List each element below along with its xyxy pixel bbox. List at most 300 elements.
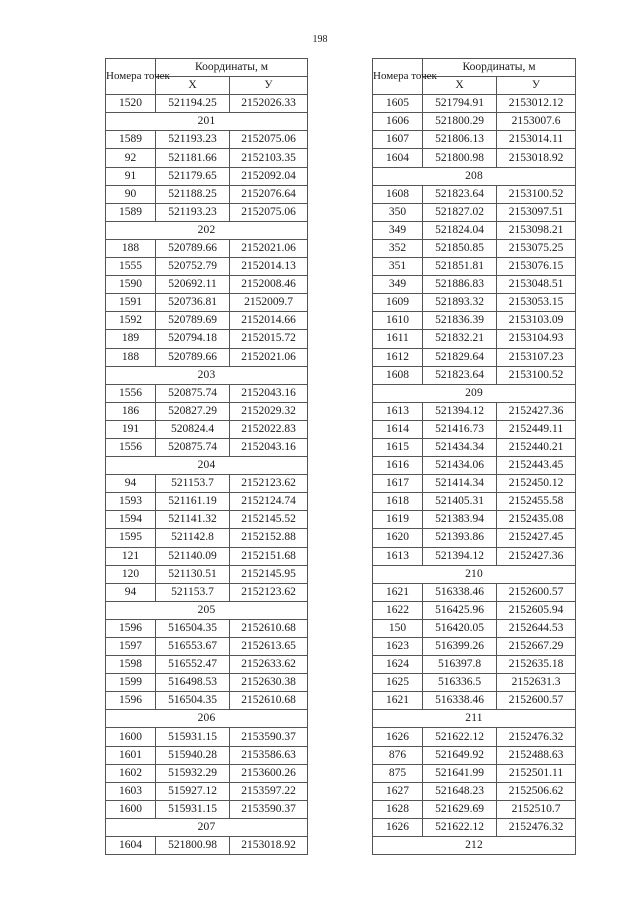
point-number: 1604 <box>106 837 156 855</box>
x-coordinate: 521153.7 <box>156 475 230 493</box>
point-number: 1601 <box>106 746 156 764</box>
y-coordinate: 2153053.15 <box>497 294 576 312</box>
x-coordinate: 521800.29 <box>423 113 497 131</box>
y-coordinate: 2152103.35 <box>230 149 308 167</box>
table-row <box>373 547 576 565</box>
y-coordinate: 2152449.11 <box>497 420 576 438</box>
header-y: У <box>230 77 308 95</box>
group-number: 212 <box>373 837 576 855</box>
y-coordinate: 2153586.63 <box>230 746 308 764</box>
table-row <box>106 511 308 529</box>
group-number: 211 <box>373 710 576 728</box>
x-coordinate: 521181.66 <box>156 149 230 167</box>
x-coordinate: 521806.13 <box>423 131 497 149</box>
table-row <box>373 619 576 637</box>
y-coordinate: 2153104.93 <box>497 330 576 348</box>
y-coordinate: 2152015.72 <box>230 330 308 348</box>
x-coordinate: 521622.12 <box>423 818 497 836</box>
x-coordinate: 521800.98 <box>156 837 230 855</box>
point-number: 1613 <box>373 547 423 565</box>
y-coordinate: 2153107.23 <box>497 348 576 366</box>
table-row <box>106 529 308 547</box>
y-coordinate: 2153600.26 <box>230 764 308 782</box>
table-row <box>106 438 308 456</box>
point-number: 188 <box>106 239 156 257</box>
y-coordinate: 2153100.52 <box>497 185 576 203</box>
x-coordinate: 521641.99 <box>423 764 497 782</box>
table-row <box>373 420 576 438</box>
y-coordinate: 2152631.3 <box>497 674 576 692</box>
point-number: 1593 <box>106 493 156 511</box>
y-coordinate: 2152440.21 <box>497 438 576 456</box>
y-coordinate: 2152008.46 <box>230 276 308 294</box>
table-row <box>106 348 308 366</box>
coordinates-table-right <box>372 58 576 855</box>
point-number: 1520 <box>106 95 156 113</box>
y-coordinate: 2152605.94 <box>497 601 576 619</box>
point-number: 191 <box>106 420 156 438</box>
y-coordinate: 2153007.6 <box>497 113 576 131</box>
table-row <box>106 782 308 800</box>
x-coordinate: 521829.64 <box>423 348 497 366</box>
point-number: 1598 <box>106 656 156 674</box>
table-row <box>106 692 308 710</box>
table-row <box>106 475 308 493</box>
group-number: 207 <box>106 818 308 836</box>
y-coordinate: 2152092.04 <box>230 167 308 185</box>
table-row <box>106 565 308 583</box>
point-number: 352 <box>373 239 423 257</box>
y-coordinate: 2152610.68 <box>230 619 308 637</box>
x-coordinate: 521161.19 <box>156 493 230 511</box>
group-row <box>106 601 308 619</box>
table-row <box>106 312 308 330</box>
y-coordinate: 2153097.51 <box>497 203 576 221</box>
table-row <box>106 728 308 746</box>
y-coordinate: 2152450.12 <box>497 475 576 493</box>
x-coordinate: 521851.81 <box>423 258 497 276</box>
table-row <box>106 294 308 312</box>
point-number: 1624 <box>373 656 423 674</box>
point-number: 1602 <box>106 764 156 782</box>
x-coordinate: 521140.09 <box>156 547 230 565</box>
table-row <box>373 149 576 167</box>
y-coordinate: 2153018.92 <box>230 837 308 855</box>
x-coordinate: 521648.23 <box>423 782 497 800</box>
point-number: 1590 <box>106 276 156 294</box>
group-row <box>373 837 576 855</box>
table-row <box>106 131 308 149</box>
table-row <box>106 656 308 674</box>
y-coordinate: 2152435.08 <box>497 511 576 529</box>
y-coordinate: 2152124.74 <box>230 493 308 511</box>
point-number: 1600 <box>106 800 156 818</box>
table-row <box>106 764 308 782</box>
x-coordinate: 521153.7 <box>156 583 230 601</box>
table-row <box>373 276 576 294</box>
table-row <box>106 420 308 438</box>
table-row <box>373 258 576 276</box>
x-coordinate: 520827.29 <box>156 402 230 420</box>
table-row <box>373 764 576 782</box>
coordinates-table-left <box>105 58 308 855</box>
point-number: 1608 <box>373 366 423 384</box>
y-coordinate: 2152145.95 <box>230 565 308 583</box>
y-coordinate: 2152021.06 <box>230 348 308 366</box>
x-coordinate: 520692.11 <box>156 276 230 294</box>
y-coordinate: 2153012.12 <box>497 95 576 113</box>
y-coordinate: 2153048.51 <box>497 276 576 294</box>
table-row <box>106 95 308 113</box>
y-coordinate: 2152076.64 <box>230 185 308 203</box>
point-number: 1589 <box>106 131 156 149</box>
table-row <box>373 728 576 746</box>
table-row <box>373 239 576 257</box>
x-coordinate: 521836.39 <box>423 312 497 330</box>
x-coordinate: 521800.98 <box>423 149 497 167</box>
table-row <box>373 95 576 113</box>
header-coordinates: Координаты, м <box>156 59 308 77</box>
point-number: 1627 <box>373 782 423 800</box>
x-coordinate: 516425.96 <box>423 601 497 619</box>
header-x: X <box>156 77 230 95</box>
point-number: 1594 <box>106 511 156 529</box>
y-coordinate: 2152510.7 <box>497 800 576 818</box>
header-point-numbers: Номера точек <box>373 59 423 95</box>
point-number: 1613 <box>373 402 423 420</box>
x-coordinate: 521414.34 <box>423 475 497 493</box>
table-row <box>106 203 308 221</box>
table-row <box>373 113 576 131</box>
point-number: 875 <box>373 764 423 782</box>
group-row <box>373 565 576 583</box>
group-row <box>106 818 308 836</box>
point-number: 1628 <box>373 800 423 818</box>
point-number: 1626 <box>373 818 423 836</box>
x-coordinate: 521827.02 <box>423 203 497 221</box>
x-coordinate: 521794.91 <box>423 95 497 113</box>
x-coordinate: 521629.69 <box>423 800 497 818</box>
x-coordinate: 520789.66 <box>156 239 230 257</box>
x-coordinate: 516498.53 <box>156 674 230 692</box>
point-number: 1615 <box>373 438 423 456</box>
point-number: 1555 <box>106 258 156 276</box>
group-row <box>106 221 308 239</box>
table-row <box>106 583 308 601</box>
x-coordinate: 515932.29 <box>156 764 230 782</box>
table-row <box>373 746 576 764</box>
table-row <box>106 402 308 420</box>
point-number: 1619 <box>373 511 423 529</box>
point-number: 1595 <box>106 529 156 547</box>
point-number: 1618 <box>373 493 423 511</box>
table-row <box>373 131 576 149</box>
group-row <box>373 384 576 402</box>
x-coordinate: 516336.5 <box>423 674 497 692</box>
x-coordinate: 516504.35 <box>156 619 230 637</box>
table-row <box>373 674 576 692</box>
x-coordinate: 516420.05 <box>423 619 497 637</box>
x-coordinate: 521193.23 <box>156 131 230 149</box>
group-number: 202 <box>106 221 308 239</box>
point-number: 1621 <box>373 583 423 601</box>
x-coordinate: 521383.94 <box>423 511 497 529</box>
y-coordinate: 2152667.29 <box>497 638 576 656</box>
table-row <box>373 330 576 348</box>
point-number: 1622 <box>373 601 423 619</box>
y-coordinate: 2153590.37 <box>230 800 308 818</box>
table-row <box>106 493 308 511</box>
table-row <box>106 276 308 294</box>
x-coordinate: 516338.46 <box>423 692 497 710</box>
point-number: 1611 <box>373 330 423 348</box>
table-body-right <box>373 95 576 855</box>
x-coordinate: 515940.28 <box>156 746 230 764</box>
point-number: 1604 <box>373 149 423 167</box>
table-row <box>106 258 308 276</box>
x-coordinate: 521393.86 <box>423 529 497 547</box>
y-coordinate: 2152476.32 <box>497 818 576 836</box>
point-number: 1592 <box>106 312 156 330</box>
y-coordinate: 2152476.32 <box>497 728 576 746</box>
point-number: 1609 <box>373 294 423 312</box>
table-row <box>106 185 308 203</box>
y-coordinate: 2152633.62 <box>230 656 308 674</box>
x-coordinate: 521434.06 <box>423 457 497 475</box>
y-coordinate: 2152151.68 <box>230 547 308 565</box>
x-coordinate: 515931.15 <box>156 800 230 818</box>
x-coordinate: 521434.34 <box>423 438 497 456</box>
x-coordinate: 521193.23 <box>156 203 230 221</box>
x-coordinate: 515927.12 <box>156 782 230 800</box>
y-coordinate: 2152043.16 <box>230 438 308 456</box>
point-number: 1610 <box>373 312 423 330</box>
point-number: 350 <box>373 203 423 221</box>
x-coordinate: 521130.51 <box>156 565 230 583</box>
y-coordinate: 2152610.68 <box>230 692 308 710</box>
x-coordinate: 520789.66 <box>156 348 230 366</box>
y-coordinate: 2152022.83 <box>230 420 308 438</box>
header-point-numbers: Номера точек <box>106 59 156 95</box>
point-number: 349 <box>373 276 423 294</box>
table-row <box>373 366 576 384</box>
y-coordinate: 2152123.62 <box>230 475 308 493</box>
group-number: 210 <box>373 565 576 583</box>
point-number: 1614 <box>373 420 423 438</box>
x-coordinate: 521824.04 <box>423 221 497 239</box>
point-number: 92 <box>106 149 156 167</box>
y-coordinate: 2152455.58 <box>497 493 576 511</box>
table-row <box>106 674 308 692</box>
x-coordinate: 521622.12 <box>423 728 497 746</box>
y-coordinate: 2152427.45 <box>497 529 576 547</box>
point-number: 186 <box>106 402 156 420</box>
table-row <box>373 402 576 420</box>
y-coordinate: 2152152.88 <box>230 529 308 547</box>
point-number: 1623 <box>373 638 423 656</box>
y-coordinate: 2152014.13 <box>230 258 308 276</box>
table-body-left <box>106 95 308 855</box>
x-coordinate: 521394.12 <box>423 402 497 420</box>
x-coordinate: 521649.92 <box>423 746 497 764</box>
y-coordinate: 2153100.52 <box>497 366 576 384</box>
y-coordinate: 2152501.11 <box>497 764 576 782</box>
table-row <box>106 149 308 167</box>
group-number: 206 <box>106 710 308 728</box>
point-number: 1606 <box>373 113 423 131</box>
table-row <box>106 330 308 348</box>
x-coordinate: 521823.64 <box>423 185 497 203</box>
table-row <box>373 782 576 800</box>
point-number: 1621 <box>373 692 423 710</box>
table-row <box>106 239 308 257</box>
table-row <box>373 656 576 674</box>
y-coordinate: 2153014.11 <box>497 131 576 149</box>
x-coordinate: 520752.79 <box>156 258 230 276</box>
table-row <box>373 312 576 330</box>
point-number: 94 <box>106 475 156 493</box>
point-number: 349 <box>373 221 423 239</box>
x-coordinate: 521886.83 <box>423 276 497 294</box>
y-coordinate: 2153098.21 <box>497 221 576 239</box>
point-number: 1607 <box>373 131 423 149</box>
point-number: 1603 <box>106 782 156 800</box>
point-number: 121 <box>106 547 156 565</box>
y-coordinate: 2152021.06 <box>230 239 308 257</box>
table-row <box>373 348 576 366</box>
y-coordinate: 2153075.25 <box>497 239 576 257</box>
y-coordinate: 2153018.92 <box>497 149 576 167</box>
table-row <box>373 692 576 710</box>
y-coordinate: 2152635.18 <box>497 656 576 674</box>
table-row <box>373 638 576 656</box>
point-number: 1596 <box>106 619 156 637</box>
y-coordinate: 2152427.36 <box>497 547 576 565</box>
table-row <box>373 493 576 511</box>
y-coordinate: 2152043.16 <box>230 384 308 402</box>
x-coordinate: 516504.35 <box>156 692 230 710</box>
x-coordinate: 520875.74 <box>156 438 230 456</box>
group-row <box>106 113 308 131</box>
point-number: 1596 <box>106 692 156 710</box>
x-coordinate: 516397.8 <box>423 656 497 674</box>
point-number: 1556 <box>106 438 156 456</box>
x-coordinate: 516552.47 <box>156 656 230 674</box>
x-coordinate: 520789.69 <box>156 312 230 330</box>
y-coordinate: 2152029.32 <box>230 402 308 420</box>
y-coordinate: 2152600.57 <box>497 692 576 710</box>
y-coordinate: 2153076.15 <box>497 258 576 276</box>
y-coordinate: 2152075.06 <box>230 131 308 149</box>
table-row <box>106 547 308 565</box>
point-number: 120 <box>106 565 156 583</box>
point-number: 351 <box>373 258 423 276</box>
y-coordinate: 2152630.38 <box>230 674 308 692</box>
x-coordinate: 520794.18 <box>156 330 230 348</box>
table-row <box>373 438 576 456</box>
y-coordinate: 2152014.66 <box>230 312 308 330</box>
y-coordinate: 2152443.45 <box>497 457 576 475</box>
x-coordinate: 520824.4 <box>156 420 230 438</box>
x-coordinate: 520736.81 <box>156 294 230 312</box>
group-number: 204 <box>106 457 308 475</box>
point-number: 94 <box>106 583 156 601</box>
table-row <box>373 457 576 475</box>
y-coordinate: 2152075.06 <box>230 203 308 221</box>
point-number: 1608 <box>373 185 423 203</box>
page-number: 198 <box>312 34 328 45</box>
x-coordinate: 521416.73 <box>423 420 497 438</box>
x-coordinate: 516399.26 <box>423 638 497 656</box>
table-row <box>106 837 308 855</box>
point-number: 189 <box>106 330 156 348</box>
y-coordinate: 2152613.65 <box>230 638 308 656</box>
table-row <box>106 167 308 185</box>
x-coordinate: 516338.46 <box>423 583 497 601</box>
y-coordinate: 2152427.36 <box>497 402 576 420</box>
header-y: У <box>497 77 576 95</box>
point-number: 1591 <box>106 294 156 312</box>
group-number: 208 <box>373 167 576 185</box>
x-coordinate: 521142.8 <box>156 529 230 547</box>
x-coordinate: 521188.25 <box>156 185 230 203</box>
point-number: 91 <box>106 167 156 185</box>
point-number: 1617 <box>373 475 423 493</box>
y-coordinate: 2153597.22 <box>230 782 308 800</box>
x-coordinate: 521141.32 <box>156 511 230 529</box>
group-number: 203 <box>106 366 308 384</box>
table-row <box>373 185 576 203</box>
group-number: 201 <box>106 113 308 131</box>
table-row <box>373 294 576 312</box>
point-number: 876 <box>373 746 423 764</box>
group-row <box>373 167 576 185</box>
x-coordinate: 521179.65 <box>156 167 230 185</box>
y-coordinate: 2152600.57 <box>497 583 576 601</box>
group-number: 209 <box>373 384 576 402</box>
table-row <box>106 746 308 764</box>
x-coordinate: 521823.64 <box>423 366 497 384</box>
table-row <box>373 818 576 836</box>
x-coordinate: 520875.74 <box>156 384 230 402</box>
table-row <box>373 203 576 221</box>
table-row <box>373 800 576 818</box>
x-coordinate: 516553.67 <box>156 638 230 656</box>
table-row <box>373 511 576 529</box>
table-row <box>106 619 308 637</box>
table-row <box>373 601 576 619</box>
group-row <box>106 457 308 475</box>
point-number: 1616 <box>373 457 423 475</box>
point-number: 1589 <box>106 203 156 221</box>
y-coordinate: 2152488.63 <box>497 746 576 764</box>
header-coordinates: Координаты, м <box>423 59 576 77</box>
y-coordinate: 2152145.52 <box>230 511 308 529</box>
table-row <box>373 221 576 239</box>
table-row <box>373 583 576 601</box>
table-row <box>106 384 308 402</box>
y-coordinate: 2152026.33 <box>230 95 308 113</box>
point-number: 1612 <box>373 348 423 366</box>
point-number: 1605 <box>373 95 423 113</box>
x-coordinate: 521850.85 <box>423 239 497 257</box>
point-number: 188 <box>106 348 156 366</box>
group-row <box>106 366 308 384</box>
x-coordinate: 521893.32 <box>423 294 497 312</box>
x-coordinate: 521394.12 <box>423 547 497 565</box>
x-coordinate: 515931.15 <box>156 728 230 746</box>
x-coordinate: 521405.31 <box>423 493 497 511</box>
